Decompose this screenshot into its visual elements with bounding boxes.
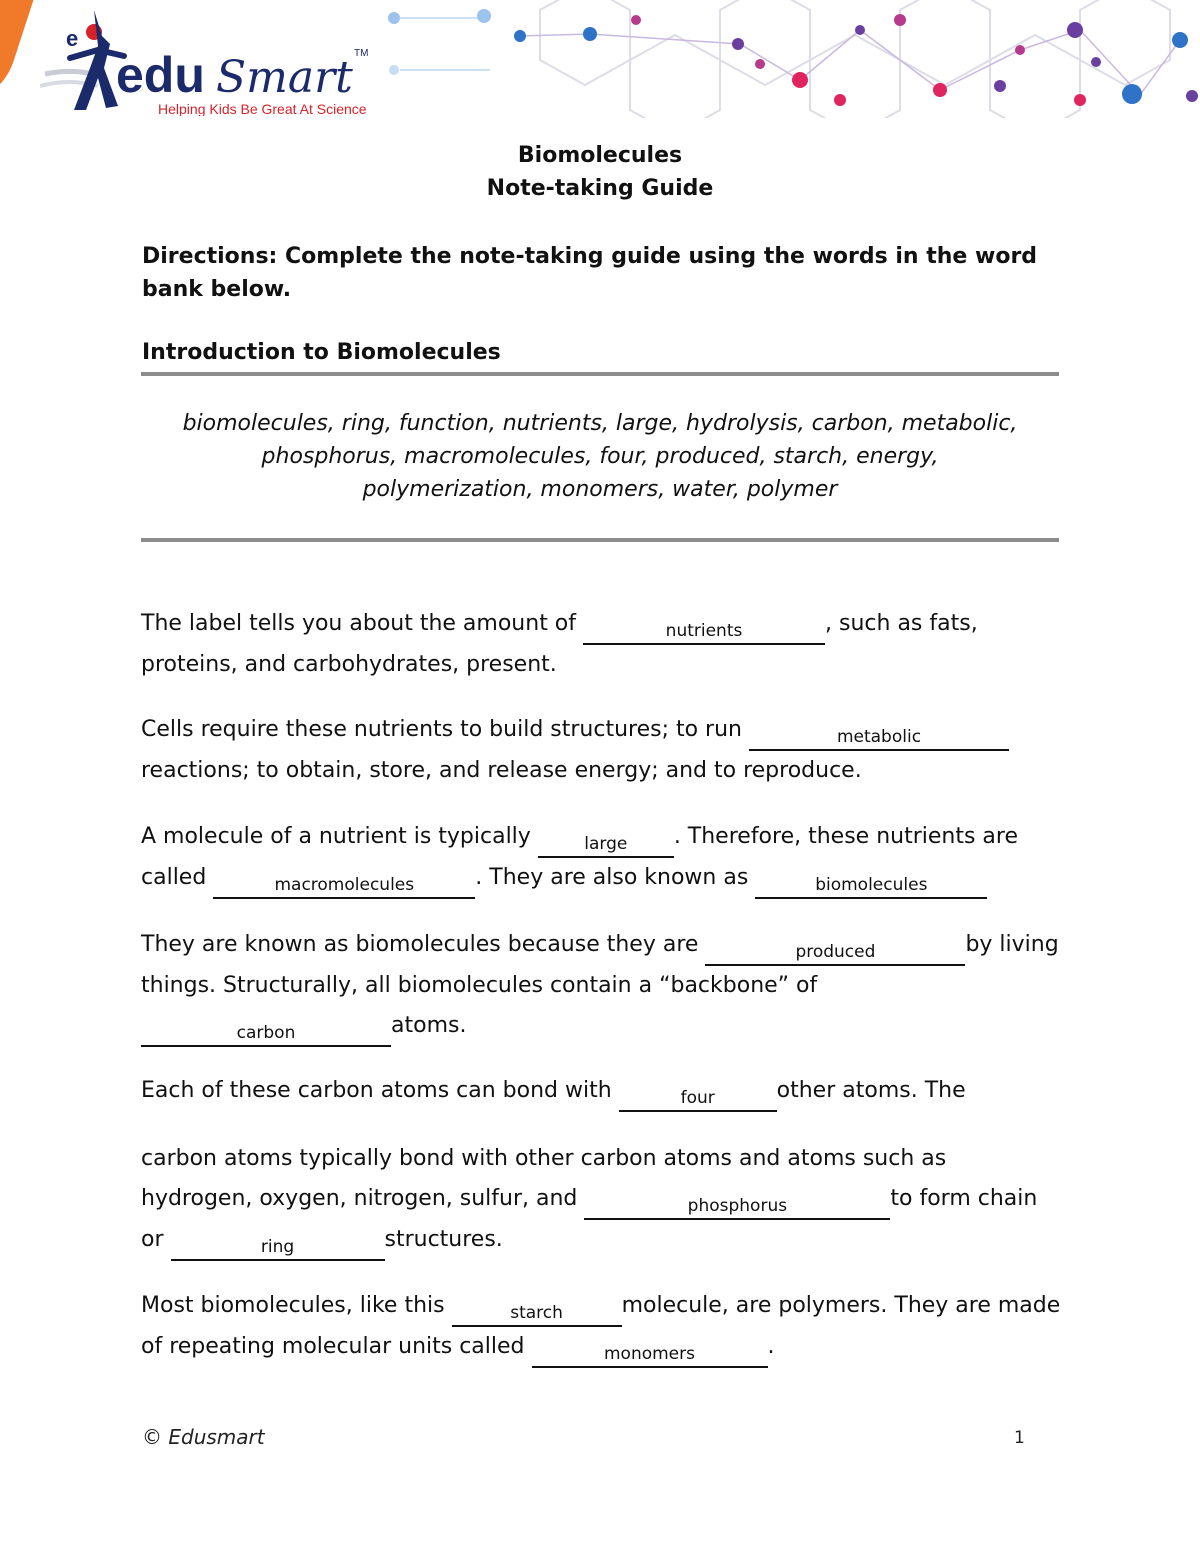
word-bank-top-rule <box>141 372 1059 376</box>
orange-corner-decoration <box>0 0 41 118</box>
blank-nutrients[interactable]: nutrients <box>583 615 825 645</box>
word-bank-line-3: polymerization, monomers, water, polymer <box>362 477 838 502</box>
section-heading: Introduction to Biomolecules <box>142 340 501 365</box>
document-subtitle: Note-taking Guide <box>486 176 714 201</box>
blank-biomolecules[interactable]: biomolecules <box>755 869 987 899</box>
paragraph-macromolecules: A molecule of a nutrient is typically large . Therefore, these nutrients are called macromolecules . They are also known as biomolecules <box>141 817 1061 899</box>
word-bank-bottom-rule <box>141 538 1059 542</box>
word-bank-line-2: phosphorus, macromolecules, four, produced, starch, energy, <box>261 444 939 469</box>
logo-e-letter: e <box>66 26 79 51</box>
document-title: Biomolecules <box>517 143 683 168</box>
word-bank-line-1: biomolecules, ring, function, nutrients, large, hydrolysis, carbon, metabolic, <box>182 411 1018 436</box>
logo-trademark: TM <box>354 48 369 59</box>
paragraph-four: Each of these carbon atoms can bond with four other atoms. The <box>141 1071 1061 1112</box>
edusmart-logo <box>40 6 380 116</box>
page-number: 1 <box>1014 1428 1025 1448</box>
paragraph-produced: They are known as biomolecules because they are produced by living things. Structurally, all biomolecules contain a “backbone” of carbon atoms. <box>141 925 1061 1047</box>
blank-starch[interactable]: starch <box>452 1297 622 1327</box>
blank-large[interactable]: large <box>538 828 674 858</box>
blank-ring[interactable]: ring <box>171 1231 385 1261</box>
logo-tagline: Helping Kids Be Great At Science <box>158 101 367 116</box>
paragraph-starch-monomers: Most biomolecules, like this starch molecule, are polymers. They are made of repeating molecular units called monomers . <box>141 1286 1061 1368</box>
blank-phosphorus[interactable]: phosphorus <box>584 1190 890 1220</box>
paragraph-metabolic: Cells require these nutrients to build structures; to run metabolic reactions; to obtain, store, and release energy; and to reproduce. <box>141 710 1061 791</box>
blank-produced[interactable]: produced <box>705 936 965 966</box>
blank-metabolic[interactable]: metabolic <box>749 721 1009 751</box>
blank-monomers[interactable]: monomers <box>532 1338 768 1368</box>
page-header <box>0 0 1200 118</box>
word-bank <box>141 407 1059 506</box>
paragraph-nutrients: The label tells you about the amount of nutrients , such as fats, proteins, and carbohydrates, present. <box>141 611 978 677</box>
molecule-network-decoration <box>380 0 1200 118</box>
footer-copyright: © Edusmart <box>142 1425 265 1449</box>
paragraph-phosphorus-ring: carbon atoms typically bond with other carbon atoms and atoms such as hydrogen, oxygen, nitrogen, sulfur, and phosphorus to form chain or ring structures. <box>141 1139 1061 1261</box>
logo-figure-body <box>74 10 118 110</box>
logo-name-smart: Smart <box>216 52 353 103</box>
blank-carbon[interactable]: carbon <box>141 1017 391 1047</box>
logo-name-edu: edu <box>116 47 205 103</box>
blank-macromolecules[interactable]: macromolecules <box>213 869 475 899</box>
directions-text: Directions: Complete the note-taking guide using the words in the word bank below. <box>142 244 1038 302</box>
blank-four[interactable]: four <box>619 1082 777 1112</box>
